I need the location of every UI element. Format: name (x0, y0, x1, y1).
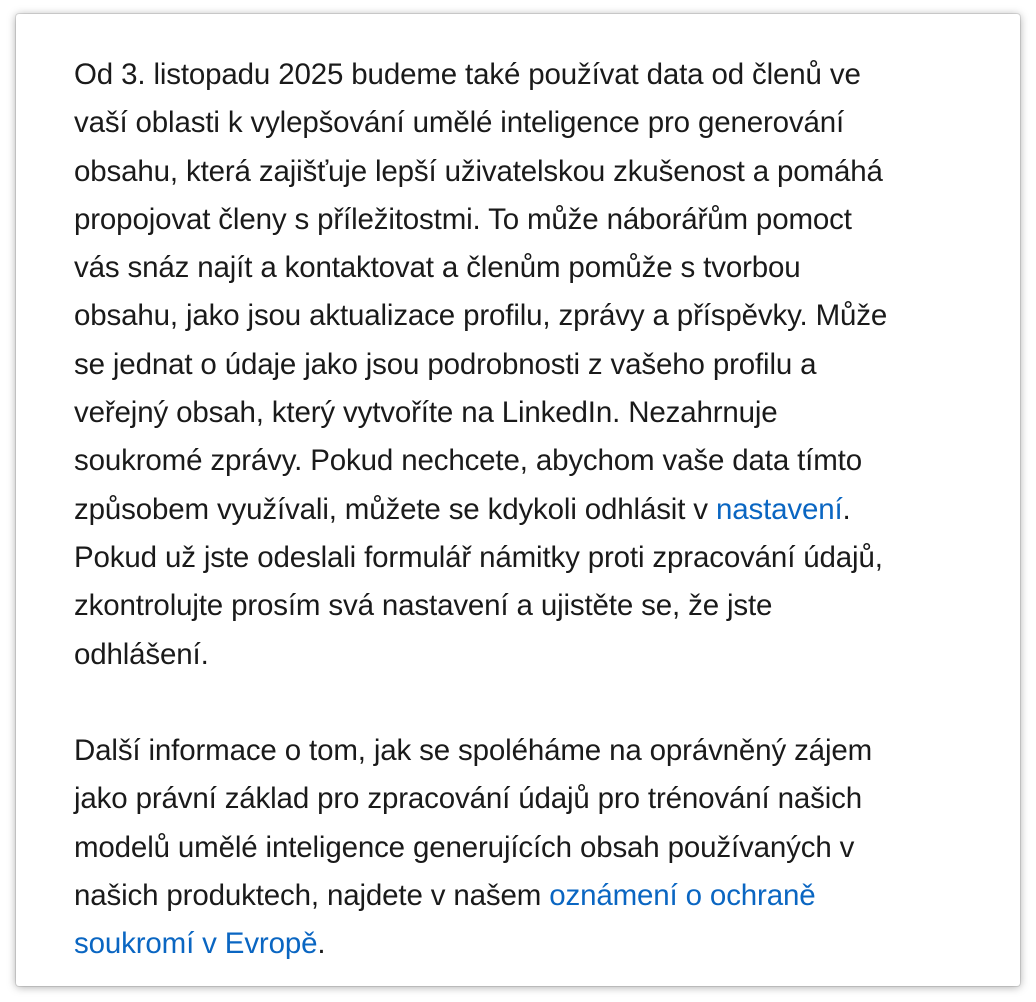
period-text: . (842, 492, 851, 526)
paragraph-2-line-with-privacy-link-continued (74, 920, 994, 968)
paragraph-1-line: soukromé zprávy. Pokud nechcete, abychom vaše data tímto (74, 444, 862, 478)
paragraph-1-line: se jednat o údaje jako jsou podrobnosti z vašeho profilu a (74, 347, 817, 381)
paragraph-1-line-with-settings-link (74, 486, 994, 534)
paragraph-1-line: propojovat členy s příležitostmi. To může náborářům pomoct (74, 202, 852, 236)
paragraph-1-line: obsahu, která zajišťuje lepší uživatelskou zkušenost a pomáhá (74, 154, 883, 188)
privacy-notice-link-continued[interactable]: soukromí v Evropě (74, 927, 318, 961)
paragraph-2-line: modelů umělé inteligence generujících obsah používaných v (74, 830, 855, 864)
paragraph-1-line: veřejný obsah, který vytvoříte na LinkedIn. Nezahrnuje (74, 396, 778, 430)
paragraph-1-line: vaší oblasti k vylepšování umělé inteligence pro generování (74, 106, 845, 140)
period-text: . (317, 927, 326, 961)
notice-paragraph-1 (74, 51, 994, 679)
notice-paragraph-2 (74, 727, 994, 968)
paragraph-2-text: našich produktech, najdete v našem (74, 879, 550, 913)
paragraph-2-line: Další informace o tom, jak se spoléháme na oprávněný zájem (74, 734, 873, 768)
paragraph-1-line: obsahu, jako jsou aktualizace profilu, zprávy a příspěvky. Může (74, 299, 888, 333)
privacy-notice-link[interactable]: oznámení o ochraně (549, 879, 816, 913)
paragraph-1-line: odhlášení. (74, 637, 209, 671)
paragraph-spacer (74, 679, 994, 727)
paragraph-1-line: zkontrolujte prosím svá nastavení a ujistěte se, že jste (74, 589, 773, 623)
paragraph-1-line: Pokud už jste odeslali formulář námitky proti zpracování údajů, (74, 540, 883, 574)
paragraph-2-line-with-privacy-link (74, 872, 994, 920)
settings-link[interactable]: nastavení (715, 492, 843, 526)
paragraph-1-line: vás snáz najít a kontaktovat a členům pomůže s tvorbou (74, 251, 801, 285)
paragraph-1-line: Od 3. listopadu 2025 budeme také používat data od členů ve (74, 58, 861, 91)
notice-content (74, 51, 994, 969)
notice-card (16, 14, 1020, 986)
paragraph-2-line: jako právní základ pro zpracování údajů pro trénování našich (74, 782, 862, 816)
paragraph-1-text: způsobem využívali, můžete se kdykoli odhlásit v (74, 492, 716, 526)
